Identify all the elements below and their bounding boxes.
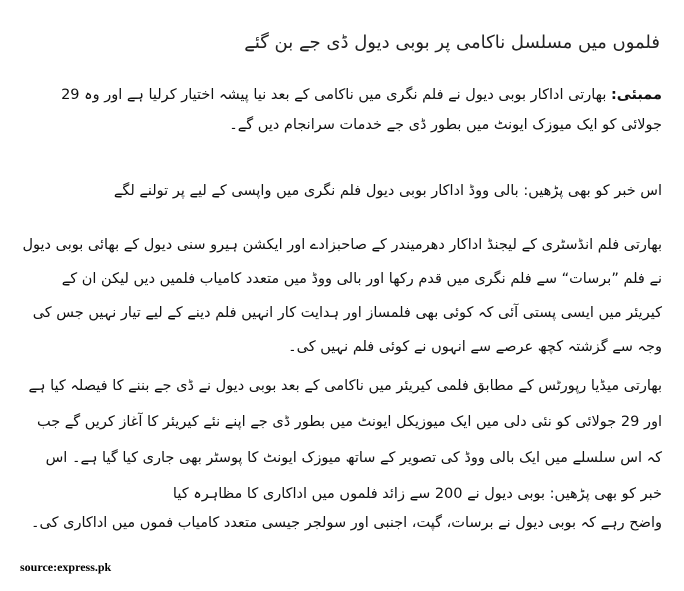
- lead-text: بھارتی اداکار بوبی دیول نے فلم نگری میں ناکامی کے بعد نیا پیشہ اختیار کرلیا ہے اور وہ 29 جولائی کو ایک میوزک ایونٹ میں بطور ڈی جے خدمات سرانجام دیں گے۔: [61, 87, 662, 133]
- source-credit: source:express.pk: [20, 560, 112, 574]
- body-paragraph-2: بھارتی میڈیا رپورٹس کے مطابق فلمی کیریئر میں ناکامی کے بعد بوبی دیول نے ڈی جے بننے کا فیصلہ کیا ہے اور 29 جولائی کو نئی دلی میں ایک میوزیکل ایونٹ میں بطور ڈی جے اپنے نئے کیریئر کا آغاز کریں گے جب کہ اس سلسلے میں ایک بالی ووڈ کی تصویر کے ساتھ میوزک ایونٹ کا پوسٹر بھی جاری کیا گیا ہے۔ اس خبر کو بھی پڑھیں: بوبی دیول نے 200 سے زائد فلموں میں اداکاری کا مظاہرہ کیا: [28, 378, 662, 502]
- body-paragraph-1: بھارتی فلم انڈسٹری کے لیجنڈ اداکار دھرمیندر کے صاحبزادے اور ایکشن ہیرو سنی دیول کے بھائی بوبی دیول نے فلم ”برسات“ سے فلم نگری میں قدم رکھا اور بالی ووڈ میں متعدد کامیاب فلمیں دیں لیکن ان کے کیریئر میں ایسی پستی آئی کہ کوئی بھی فلمساز اور ہدایت کار انہیں فلم دینے کے لیے تیار نہیں جس کی وجہ سے گزشتہ کچھ عرصے سے انہوں نے کوئی فلم نہیں کی۔: [22, 237, 662, 355]
- lead-paragraph: [22, 80, 662, 140]
- body-paragraph-3: واضح رہے کہ بوبی دیول نے برسات، گپت، اجنبی اور سولجر جیسی متعدد کامیاب فموں میں اداکاری کی۔: [31, 515, 662, 531]
- article-title: فلموں میں مسلسل ناکامی پر بوبی دیول ڈی جے بن گئے: [244, 32, 660, 53]
- dateline: ممبئی:: [610, 87, 662, 103]
- also-read-line: اس خبر کو بھی پڑھیں: بالی ووڈ اداکار بوبی دیول فلم نگری میں واپسی کے لیے پر تولنے لگے: [113, 183, 662, 199]
